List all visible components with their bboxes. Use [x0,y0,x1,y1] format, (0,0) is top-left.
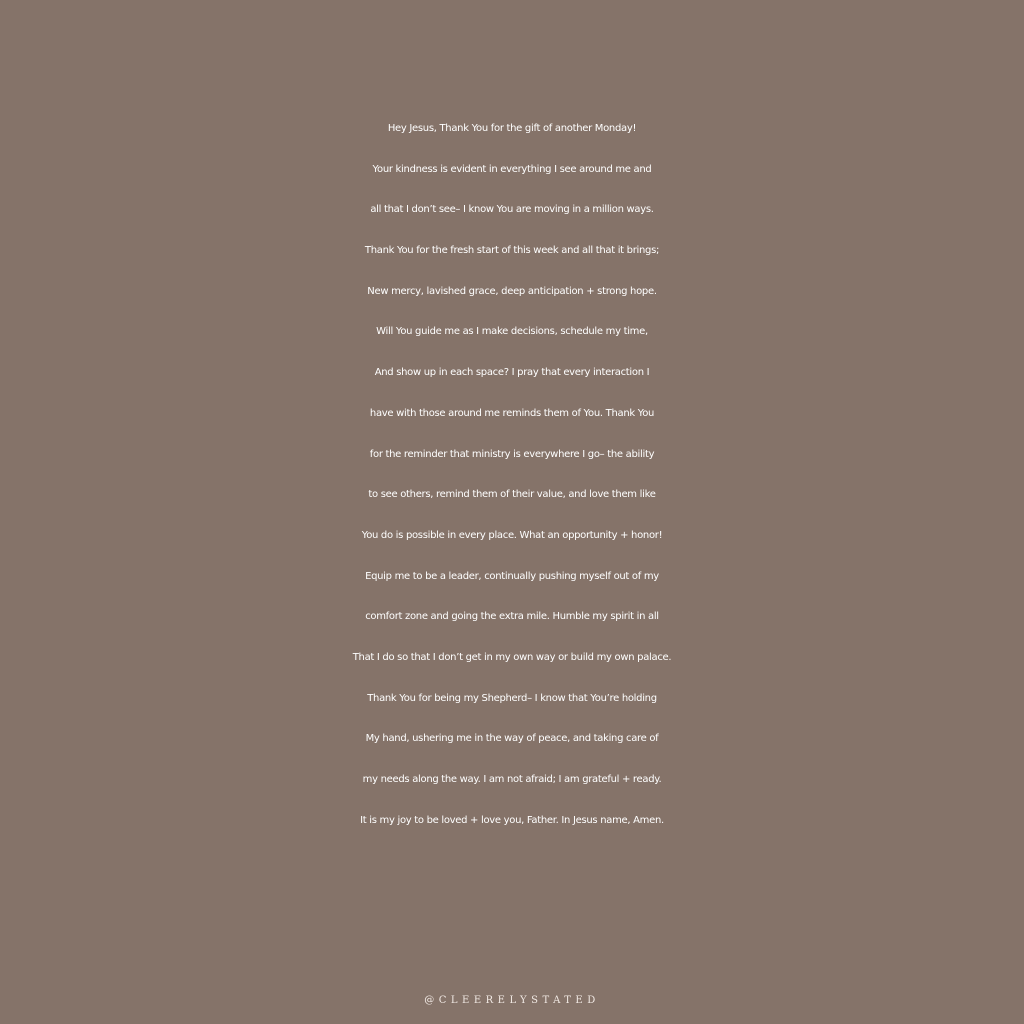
prayer-line: That I do so that I don’t get in my own way or build my own palace. [352,651,672,663]
prayer-line: And show up in each space? I pray that every interaction I [374,367,650,379]
prayer-line: my needs along the way. I am not afraid; I am grateful + ready. [362,774,662,785]
prayer-line: Thank You for being my Shepherd– I know that You’re holding [367,692,657,704]
prayer-line: Equip me to be a leader, continually pushing myself out of my [365,570,659,582]
prayer-line: Hey Jesus, Thank You for the gift of another Monday! [387,123,637,134]
prayer-line: Your kindness is evident in everything I see around me and [372,163,652,175]
prayer-line: for the reminder that ministry is everywhere I go– the ability [369,448,655,460]
prayer-line: have with those around me reminds them of You. Thank You [369,407,655,419]
prayer-text [0,109,1024,841]
prayer-line: New mercy, lavished grace, deep anticipation + strong hope. [367,285,657,297]
prayer-line: My hand, ushering me in the way of peace, and taking care of [365,733,659,745]
prayer-line: comfort zone and going the extra mile. Humble my spirit in all [365,611,659,623]
prayer-line: to see others, remind them of their value, and love them like [368,489,656,501]
prayer-line: Will You guide me as I make decisions, schedule my time, [376,326,648,338]
prayer-line: It is my joy to be loved + love you, Father. In Jesus name, Amen. [360,814,664,826]
prayer-line: all that I don’t see– I know You are moving in a million ways. [370,204,654,216]
prayer-line: You do is possible in every place. What an opportunity + honor! [361,529,663,541]
account-handle: @CLEERELYSTATED [424,995,600,1006]
prayer-line: Thank You for the fresh start of this week and all that it brings; [364,245,660,257]
